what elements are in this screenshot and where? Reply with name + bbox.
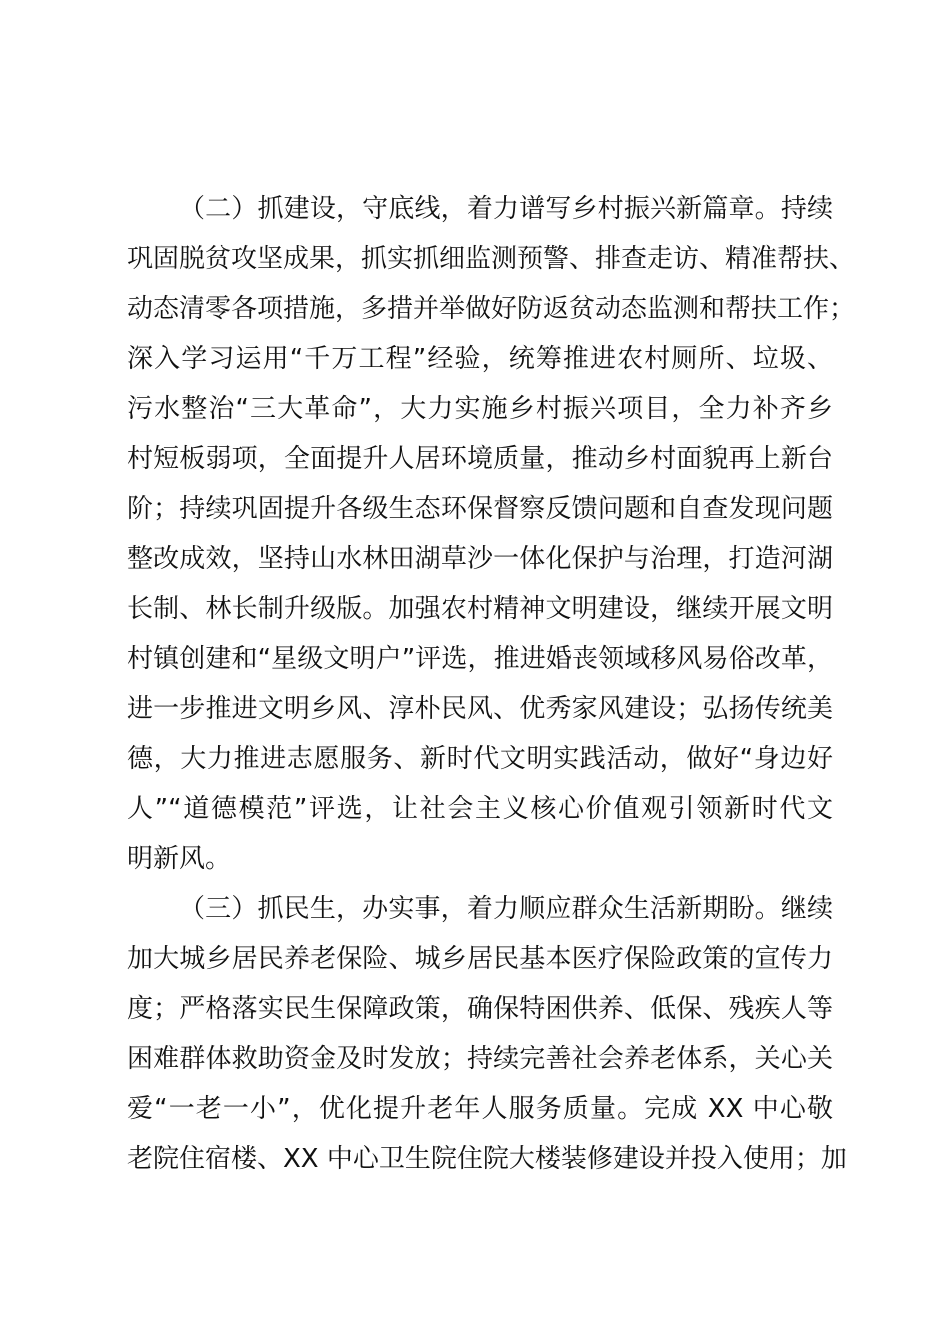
text-line: 巩固脱贫攻坚成果，抓实抓细监测预警、排查走访、精准帮扶、 [127,244,856,274]
text-line: 德，大力推进志愿服务、新时代文明实践活动，做好“身边好 [127,744,833,774]
text-line: 度；严格落实民生保障政策，确保特困供养、低保、残疾人等 [127,994,833,1024]
paragraph-livelihood [127,884,847,1184]
text-line: 进一步推进文明乡风、淳朴民风、优秀家风建设；弘扬传统美 [127,694,833,724]
text-line: 村镇创建和“星级文明户”评选，推进婚丧领域移风易俗改革， [127,644,833,674]
text-line: （二）抓建设，守底线，着力谱写乡村振兴新篇章。持续 [179,194,833,224]
paragraph-construction [127,184,856,884]
text-line: 爱“一老一小”，优化提升老年人服务质量。完成 XX 中心敬 [127,1094,833,1124]
text-line: 长制、林长制升级版。加强农村精神文明建设，继续开展文明 [127,594,833,624]
text-line: 人”“道德模范”评选，让社会主义核心价值观引领新时代文 [127,794,833,824]
text-line: 困难群体救助资金及时发放；持续完善社会养老体系，关心关 [127,1044,833,1074]
text-line: 村短板弱项，全面提升人居环境质量，推动乡村面貌再上新台 [127,444,833,474]
text-line: 污水整治“三大革命”，大力实施乡村振兴项目，全力补齐乡 [127,394,833,424]
text-line: 明新风。 [127,844,232,874]
text-line: 阶；持续巩固提升各级生态环保督察反馈问题和自查发现问题 [127,494,833,524]
document-body [127,184,856,1184]
text-line: 加大城乡居民养老保险、城乡居民基本医疗保险政策的宣传力 [127,944,833,974]
text-line: 老院住宿楼、XX 中心卫生院住院大楼装修建设并投入使用；加 [127,1144,847,1174]
text-line: （三）抓民生，办实事，着力顺应群众生活新期盼。继续 [179,894,833,924]
text-line: 动态清零各项措施，多措并举做好防返贫动态监测和帮扶工作； [127,294,856,324]
text-line: 深入学习运用“千万工程”经验，统筹推进农村厕所、垃圾、 [127,344,833,374]
text-line: 整改成效，坚持山水林田湖草沙一体化保护与治理，打造河湖 [127,544,833,574]
